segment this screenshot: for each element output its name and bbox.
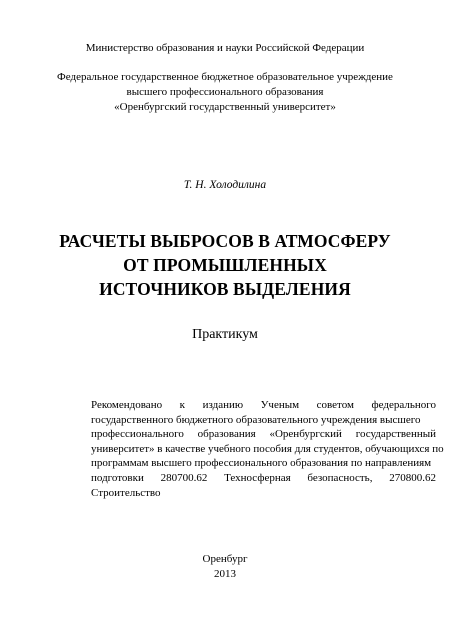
recommendation-line — [91, 398, 436, 413]
title-line: ИСТОЧНИКОВ ВЫДЕЛЕНИЯ — [99, 279, 351, 299]
recommendation-word: профессионального — [91, 428, 184, 441]
recommendation-line — [91, 486, 436, 501]
author-name: Т. Н. Холодилина — [183, 179, 267, 191]
publication-year: 2013 — [214, 568, 236, 580]
recommendation-line — [91, 456, 436, 471]
ministry-name: Министерство образования и науки Российской Федерации — [85, 42, 365, 54]
recommendation-word: университет» в качестве учебного пособия для студентов, обучающихся по — [91, 442, 444, 455]
recommendation-word: программам высшего профессионального образования по направлениям — [91, 457, 432, 470]
recommendation-word: федерального — [371, 399, 436, 411]
institution-name — [0, 70, 450, 115]
recommendation-word: Рекомендовано — [91, 399, 163, 411]
recommendation-word: Ученым — [260, 399, 300, 411]
institution-line: «Оренбургский государственный университет» — [114, 101, 336, 113]
recommendation-word: образования — [197, 428, 256, 441]
title-line: РАСЧЕТЫ ВЫБРОСОВ В АТМОСФЕРУ — [59, 231, 391, 251]
publication-city: Оренбург — [202, 553, 248, 565]
institution-line: Федеральное государственное бюджетное образовательное учреждение — [57, 71, 393, 83]
recommendation-word: государственный — [355, 428, 436, 441]
recommendation-line — [91, 413, 436, 428]
recommendation-word: «Оренбургский — [269, 428, 342, 441]
recommendation-paragraph — [91, 398, 444, 500]
recommendation-word: подготовки — [91, 471, 144, 484]
recommendation-word: 270800.62 — [389, 471, 436, 484]
recommendation-line — [91, 427, 436, 442]
document-subtitle: Практикум — [192, 327, 258, 342]
recommendation-line — [91, 471, 436, 486]
recommendation-word: к — [179, 399, 185, 411]
recommendation-word: государственного бюджетного образовательного учреждения высшего — [91, 413, 421, 426]
recommendation-word: Строительство — [91, 486, 161, 499]
recommendation-word: изданию — [202, 399, 244, 411]
recommendation-word: Техносферная — [224, 471, 291, 484]
document-title — [0, 229, 450, 301]
title-line: ОТ ПРОМЫШЛЕННЫХ — [123, 255, 327, 275]
recommendation-word: безопасность, — [307, 471, 373, 484]
recommendation-word: 280700.62 — [160, 471, 208, 484]
institution-line: высшего профессионального образования — [126, 86, 324, 98]
recommendation-word: советом — [316, 399, 354, 411]
recommendation-line — [91, 442, 444, 457]
